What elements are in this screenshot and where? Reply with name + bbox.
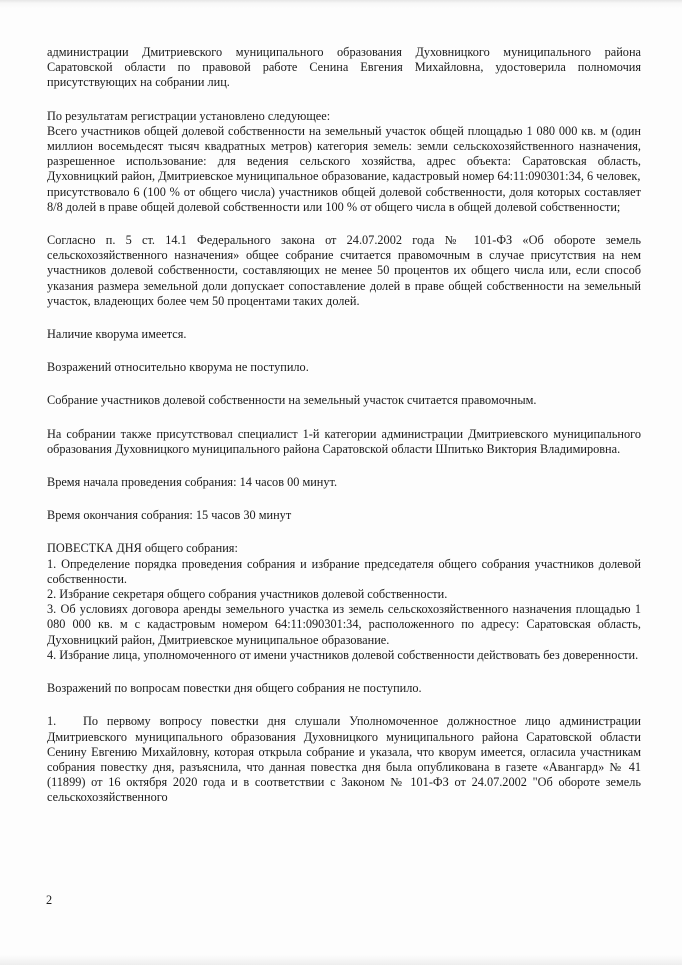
first-question-paragraph — [47, 714, 641, 805]
registration-total-paragraph: Всего участников общей долевой собственности на земельный участок общей площадью 1 080 000 кв. м (один миллион восемьдесят тысяч квадратных метров) категория земель: земли сельскохозяйственного назначения, разрешенное использование: для ведения сельского хозяйства, адрес объекта: Саратовская область, Духовницкий район, Дмитриевское муниципальное образование, кадастровый номер 64:11:090301:34, 6 человек, — [47, 123, 641, 184]
registration-present-paragraph: присутствовало 6 (100 % от общего числа) участников общей долевой собственности, доля которых составляет 8/8 долей в праве общей долевой собственности или 100 % от общего числа в общей долевой собственности; — [47, 184, 641, 214]
start-time-paragraph: Время начала проведения собрания: 14 часов 00 минут. — [47, 475, 338, 490]
agenda-item-2: 2. Избрание секретаря общего собрания участников долевой собственности. — [47, 587, 448, 602]
registration-heading: По результатам регистрации установлено следующее: — [47, 108, 331, 123]
specialist-present-paragraph: На собрании также присутствовал специалист 1-й категории администрации Дмитриевского муниципального образования Духовницкого муниципального района Саратовской области Шпитько Виктория Владимировна. — [47, 426, 641, 456]
agenda-item-3: 3. Об условиях договора аренды земельного участка из земель сельскохозяйственного назначения площадью 1 080 000 кв. м с кадастровым номером 64:11:090301:34, расположенного по адресу: Саратовская область, Духовницкий район, Дмитриевское муниципальное образование. — [47, 602, 641, 647]
intro-paragraph: администрации Дмитриевского муниципального образования Духовницкого муниципального района Саратовской области по правовой работе Сенина Евгения Михайловна, удостоверила полномочия присутствующих на собрании лиц. — [47, 45, 641, 90]
document-body — [47, 45, 641, 806]
page-number: 2 — [46, 893, 53, 907]
agenda-item-1: 1. Определение порядка проведения собрания и избрание председателя общего собрания участников долевой собственности. — [47, 556, 641, 586]
agenda-heading: ПОВЕСТКА ДНЯ общего собрания: — [47, 541, 238, 556]
law-reference-paragraph: Согласно п. 5 ст. 14.1 Федерального закона от 24.07.2002 года № 101-ФЗ «Об обороте земель сельскохозяйственного назначения» общее собрание считается правомочным в случае присутствия на нем участников долевой собственности, составляющих не менее 50 процентов их общего числа или, если способ указания размера земельной доли допускает сопоставление долей в праве общей собственности на земельный участок, владеющих более чем 50 процентами таких долей. — [47, 233, 641, 308]
agenda-item-4: 4. Избрание лица, уполномоченного от имени участников долевой собственности действовать без доверенности. — [47, 647, 639, 662]
meeting-valid-paragraph: Собрание участников долевой собственности на земельный участок считается правомочным. — [47, 393, 537, 408]
quorum-no-objections-paragraph: Возражений относительно кворума не поступило. — [47, 360, 309, 375]
first-question-number: 1. — [47, 714, 57, 729]
quorum-present-paragraph: Наличие кворума имеется. — [47, 327, 187, 342]
first-question-text: По первому вопросу повестки дня слушали Уполномоченное должностное лицо администрации Дмитриевского муниципального образования Духовницкого муниципального района Саратовской области Сенину Евгению Михайловну, которая открыла собрание и указала, что кворум имеется, огласила участникам собрания повестку дня, разъяснила, что данная повестка дня была опубликована в газете «Авангард» № 41 (11899) от 16 октября 2020 года и в соответствии с Законом № 101-ФЗ от 24.07.2002 "Об обороте земель сельскохозяйственного — [47, 714, 641, 805]
end-time-paragraph: Время окончания собрания: 15 часов 30 минут — [47, 508, 292, 523]
agenda-no-objections-paragraph: Возражений по вопросам повестки дня общего собрания не поступило. — [47, 681, 422, 696]
